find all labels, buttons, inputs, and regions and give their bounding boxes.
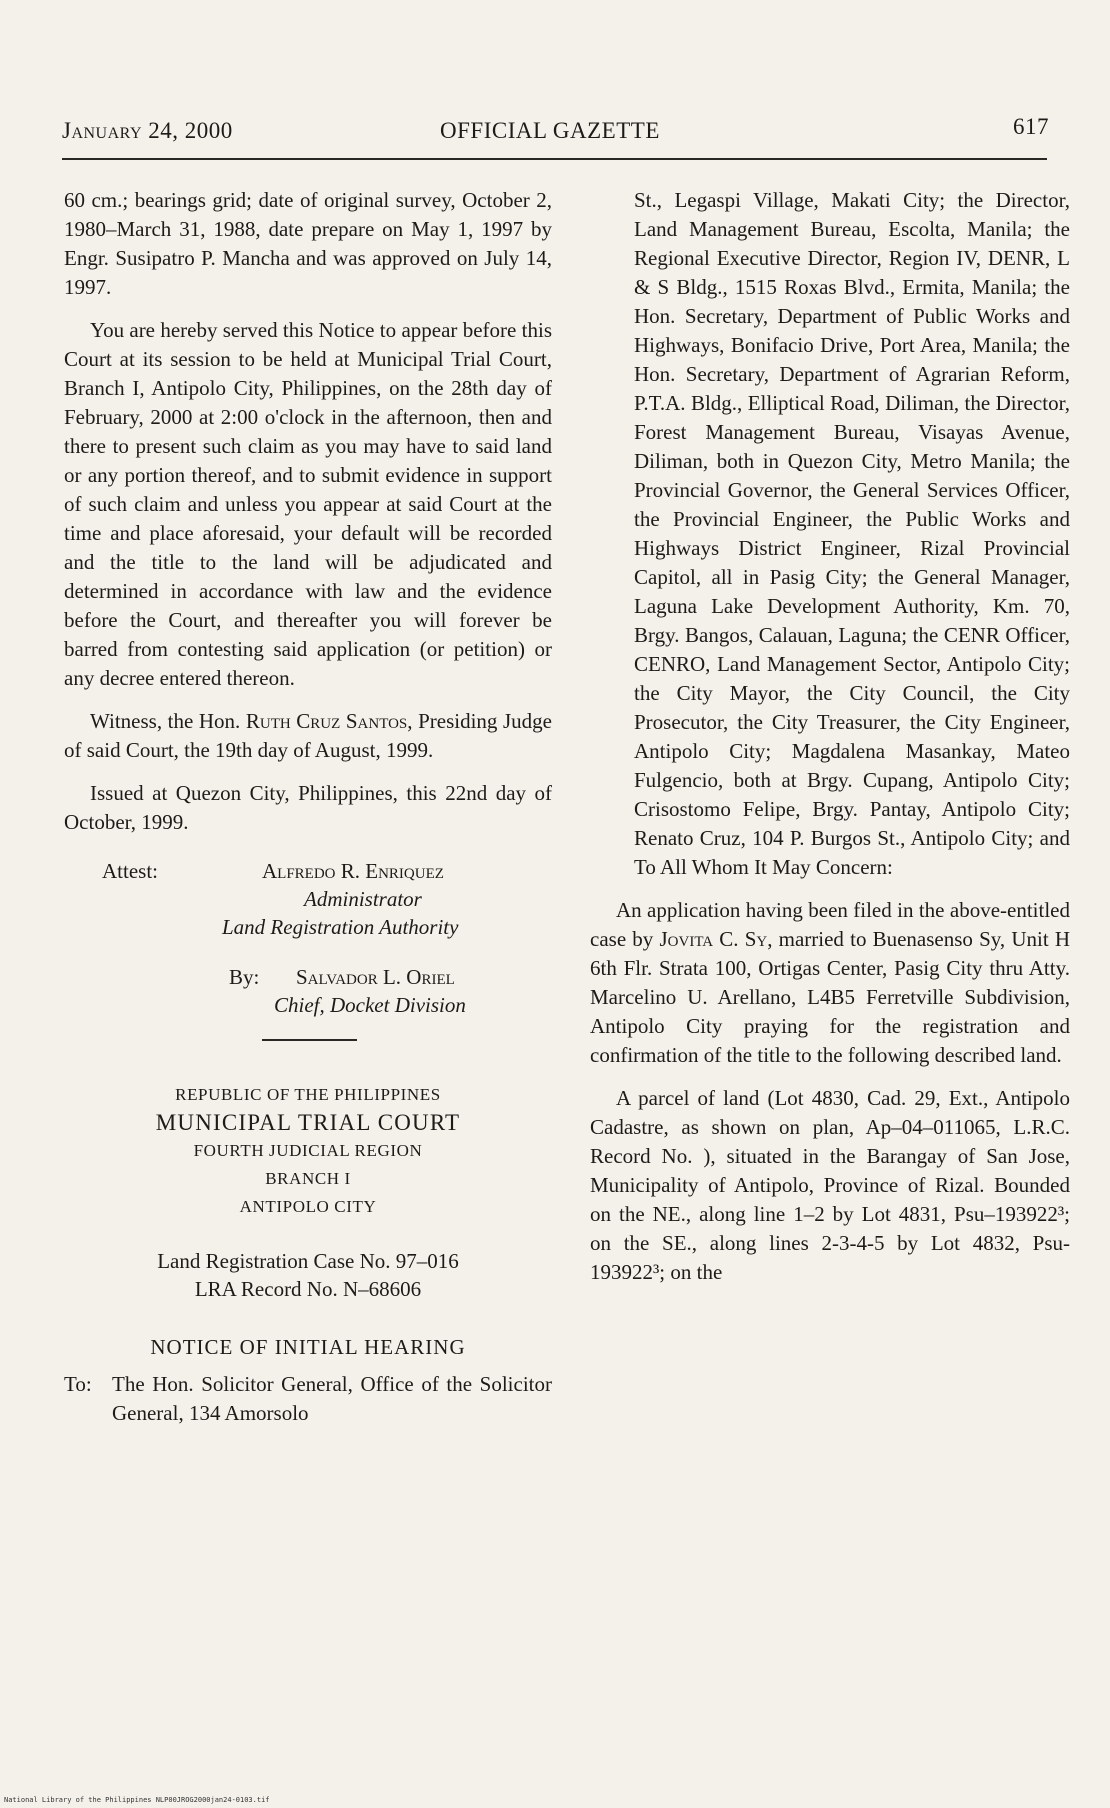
notice-paragraph: You are hereby served this Notice to appear before this Court at its session to be held at Municipal Trial Court, Branch I, Antipolo City, Philippines, on the 28th day of February, 2000 at 2:00 o'clock in the afternoon, then and there to present such claim as you may have to said land or any portion thereof, and to submit evidence in support of such claim and unless you appear at said Court at the time and place aforesaid, your default will be recorded and the title to the land will be adjudicated and determined in accordance with law and the evidence before the Court, and thereafter you will forever be barred from contesting said application (or petition) or any decree entered thereon. bbox=[64, 318, 552, 690]
administrator-name: Alfredo R. Enriquez bbox=[262, 859, 444, 883]
court-heading bbox=[64, 1081, 552, 1221]
right-column bbox=[590, 186, 1070, 1301]
by-label: By: bbox=[229, 965, 260, 989]
addressee-continued: St., Legaspi Village, Makati City; the Director, Land Management Bureau, Escolta, Manila; the Regional Executive Director, Region IV, DENR, L & S Bldg., 1515 Roxas Blvd., Ermita, Manila; the Hon. Secretary, Department of Public Works and Highways, Bonifacio Drive, Port Area, Manila; the Hon. Secretary, Department of Agrarian Reform, P.T.A. Bldg., Elliptical Road, Diliman, the Director, Forest Management Bureau, Visayas Avenue, Diliman, both in Quezon City, Metro Manila; the Provincial Governor, the General Services Officer, the Provincial Engineer, the Public Works and Highways District Engineer, Rizal Provincial Capitol, all in Pasig City; the General Manager, Laguna Lake Development Authority, Km. 70, Brgy. Bangos, Calauan, Laguna; the CENR Officer, CENRO, Land Management Sector, Antipolo City; the City Mayor, the City Council, the City Prosecutor, the City Treasurer, the City Engineer, Antipolo City; Magdalena Masankay, Mateo Fulgencio, both at Brgy. Cupang, Antipolo City; Crisostomo Felipe, Brgy. Pantay, Antipolo City; Renato Cruz, 104 P. Burgos St., Antipolo City; and To All Whom It May Concern: bbox=[634, 188, 1070, 879]
administrator-org: Land Registration Authority bbox=[222, 915, 459, 939]
witness-pre: Witness, the Hon. bbox=[90, 709, 246, 733]
survey-paragraph: 60 cm.; bearings grid; date of original survey, October 2, 1980–March 31, 1988, date prepare on May 1, 1997 by Engr. Susipatro P. Mancha and was approved on July 14, 1997. bbox=[64, 188, 552, 299]
issued-paragraph: Issued at Quezon City, Philippines, this 22nd day of October, 1999. bbox=[64, 781, 552, 834]
header-rule bbox=[62, 158, 1047, 160]
court-region: FOURTH JUDICIAL REGION bbox=[193, 1141, 423, 1160]
addressee-block bbox=[64, 1370, 552, 1428]
page-header bbox=[62, 114, 1057, 150]
case-numbers bbox=[64, 1247, 552, 1303]
addressee-text: The Hon. Solicitor General, Office of the Solicitor General, 134 Amorsolo bbox=[112, 1372, 552, 1425]
administrator-role: Administrator bbox=[304, 887, 422, 911]
section-divider bbox=[262, 1039, 357, 1041]
case-number: Land Registration Case No. 97–016 bbox=[157, 1249, 459, 1273]
page-number: 617 bbox=[1013, 114, 1049, 139]
applicant-name: Jovita C. Sy bbox=[659, 927, 768, 951]
docket-chief-name: Salvador L. Oriel bbox=[296, 965, 455, 989]
left-column bbox=[64, 186, 552, 1428]
witness-paragraph bbox=[64, 707, 552, 765]
to-label: To: bbox=[64, 1372, 92, 1396]
header-date: January 24, 2000 bbox=[62, 118, 233, 143]
docket-chief-role: Chief, Docket Division bbox=[274, 993, 466, 1017]
court-name: MUNICIPAL TRIAL COURT bbox=[155, 1110, 461, 1135]
header-title: OFFICIAL GAZETTE bbox=[440, 118, 660, 143]
application-pre: An application having been filed in the above-entitled case by bbox=[590, 898, 1070, 951]
attest-label: Attest: bbox=[102, 859, 158, 883]
court-republic: REPUBLIC OF THE PHILIPPINES bbox=[175, 1085, 441, 1104]
notice-title: NOTICE OF INITIAL HEARING bbox=[150, 1335, 466, 1359]
witness-post: , Presiding Judge of said Court, the 19th day of August, 1999. bbox=[64, 709, 552, 762]
application-paragraph bbox=[590, 896, 1070, 1070]
attest-block bbox=[64, 857, 552, 1021]
scan-footer: National Library of the Philippines NLP00JROG2000jan24-0103.tif bbox=[4, 1796, 270, 1804]
parcel-paragraph: A parcel of land (Lot 4830, Cad. 29, Ext., Antipolo Cadastre, as shown on plan, Ap–04–011065, L.R.C. Record No. ), situated in the Barangay of San Jose, Municipality of Antipolo, Province of Rizal. Bounded on the NE., along line 1–2 by Lot 4831, Psu–193922³; on the SE., along lines 2-3-4-5 by Lot 4832, Psu-193922³; on the bbox=[590, 1086, 1070, 1284]
judge-name: Ruth Cruz Santos bbox=[245, 709, 408, 733]
court-branch: BRANCH I bbox=[265, 1169, 351, 1188]
lra-record: LRA Record No. N–68606 bbox=[194, 1277, 422, 1301]
court-city: ANTIPOLO CITY bbox=[239, 1197, 377, 1216]
application-post: , married to Buenasenso Sy, Unit H 6th Flr. Strata 100, Ortigas Center, Pasig City thru Atty. Marcelino U. Arellano, L4B5 Ferretville Subdivision, Antipolo City praying for the registration and confirmation of the title to the following described land. bbox=[590, 927, 1070, 1067]
